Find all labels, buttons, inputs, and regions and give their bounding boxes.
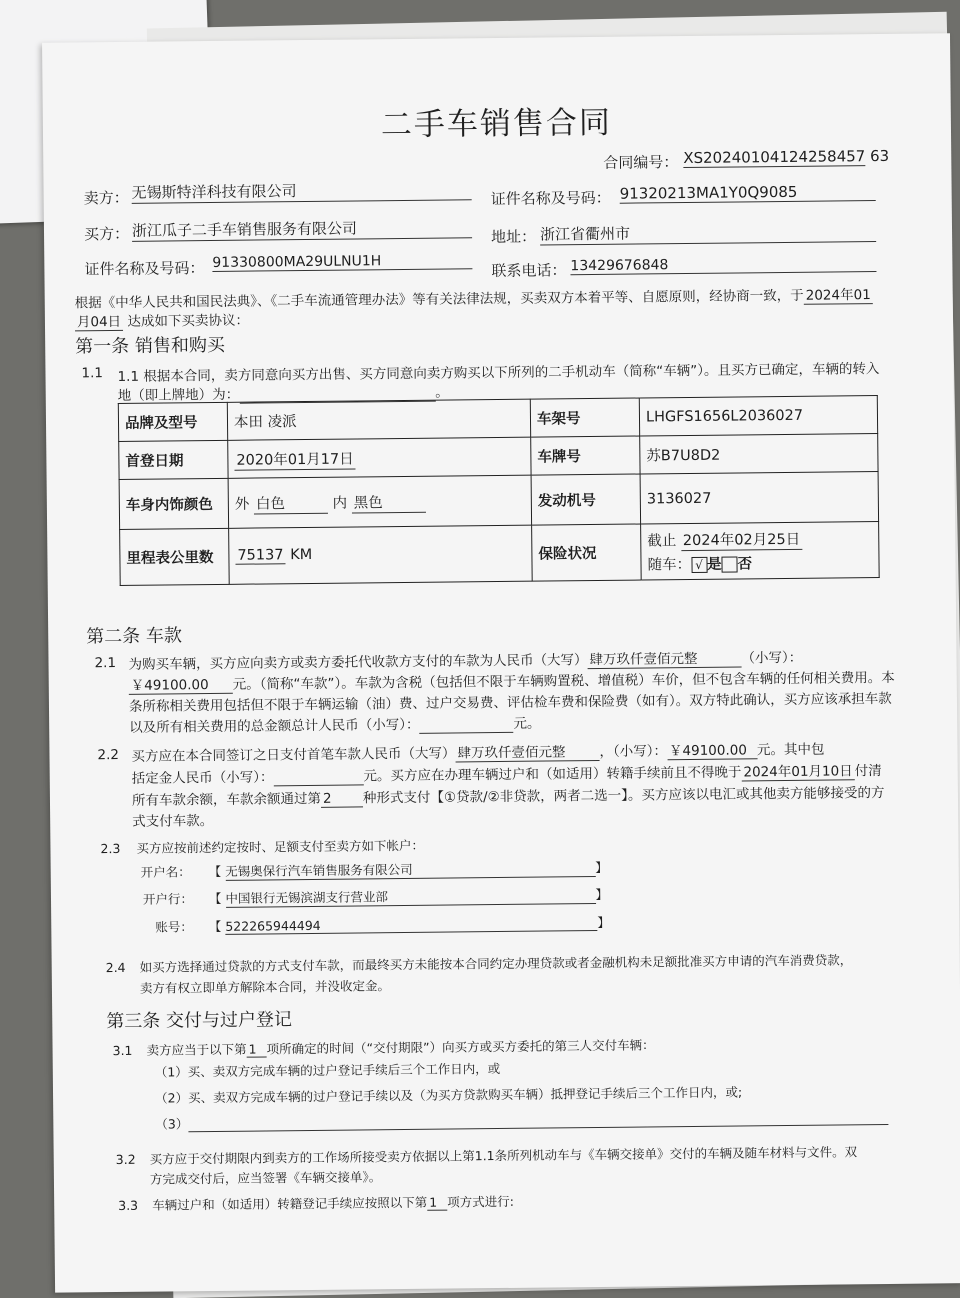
- clause-3-2-line2: 方完成交付后，应当签署《车辆交接单》。: [149, 1169, 382, 1187]
- clause-2-1-text-d: 以及所有相关费用的总金额总计人民币（小写）：: [129, 716, 420, 736]
- yes-label: 是: [706, 556, 722, 573]
- account-bank-label: 开户行：: [142, 891, 194, 907]
- clause-2-2-small-label: ，（小写）：: [599, 743, 668, 760]
- buyer-id: 91330800MA29ULNU1H: [212, 252, 472, 272]
- seller-label: 卖方：: [83, 188, 129, 208]
- seller-id: 91320213MA1Y0Q9085: [620, 182, 876, 204]
- preamble-line2: [75, 309, 249, 332]
- clause-2-1-line4: [129, 712, 540, 737]
- contract-title: 二手车销售合同: [380, 104, 613, 144]
- clause-2-2-payment-way: 2: [321, 790, 363, 807]
- clause-2-4-line1: 如买方选择通过贷款的方式支付车款，而最终买方未能按本合同约定办理贷款或者金融机构未足额批准买方申请的汽车消费贷款，: [139, 952, 853, 975]
- table-row: [119, 472, 878, 530]
- buyer-label: 买方：: [83, 224, 130, 244]
- vin-value: LHGFS1656L2036027: [639, 396, 877, 436]
- insurance-cell: [641, 522, 880, 580]
- interior-label: 内: [332, 495, 348, 512]
- clause-3-1-option-2: （2）买、卖双方完成车辆的过户登记手续以及（为买方贷款购买车辆）抵押登记手续后三个工作日内，或;: [155, 1084, 743, 1106]
- clause-2-2-deadline: 2024年01月10日: [741, 759, 854, 781]
- clause-2-1-text-e: 元。: [513, 715, 541, 732]
- brand-label: 品牌及型号: [118, 402, 227, 441]
- clause-2-1-line3: 条所称相关费用包括但不限于车辆运输（油）费、过户交易费、评估检车费和保险费（如有）。双方特此确认，买方应该承担车款: [128, 690, 892, 715]
- clause-3-1-option-1: （1）买、卖双方完成车辆的过户登记手续后三个工作日内，或: [154, 1061, 501, 1080]
- no-label: 否: [737, 556, 753, 573]
- clause-2-1-small-label: （小写）：: [741, 649, 803, 667]
- clause-3-1-line1: [146, 1035, 654, 1058]
- account-number-row: [155, 913, 610, 936]
- total-amount-blank: [419, 716, 513, 734]
- buyer-id-label: 证件名称及号码：: [84, 259, 205, 279]
- clause-2-4-number: 2.4: [105, 959, 126, 976]
- clause-2-2-text-a: 买方应在本合同签订之日支付首笔车款人民币（大写）: [131, 745, 456, 765]
- vehicle-info-table: [118, 395, 880, 586]
- vin-label: 车架号: [530, 398, 639, 437]
- registration-date-cell: [228, 437, 531, 478]
- bracket-left: 【: [208, 890, 222, 907]
- mileage-label: 里程表公里数: [120, 528, 230, 585]
- clause-3-1-option-3: [155, 1107, 888, 1133]
- clause-3-1-number: 3.1: [112, 1042, 133, 1059]
- clause-3-2-number: 3.2: [115, 1151, 136, 1168]
- option-3-blank: [188, 1109, 888, 1132]
- clause-2-3-text: 买方应按前述约定按时、足额支付至卖方如下帐户：: [136, 837, 425, 856]
- registration-date-label: 首登日期: [119, 440, 228, 479]
- address-value: 浙江省衢州市: [540, 220, 876, 246]
- bracket-left: 【: [208, 918, 222, 935]
- clause-3-2-line1: 买方应于交付期限内到卖方的工作场所接受卖方依据以上第1.1条所列机动车与《车辆交接单》交付的车辆及随车材料与文件。双: [149, 1144, 858, 1167]
- account-bank-value: 中国银行无锡滨湖支行营业部: [225, 885, 595, 908]
- insurance-until-date: 2024年02月25日: [681, 528, 803, 551]
- account-number-label: 账号：: [155, 919, 193, 935]
- seller-name: 无锡斯特洋科技有限公司: [131, 178, 471, 204]
- insurance-until-label: 截止: [647, 533, 677, 550]
- preamble-date-b: 月04日: [75, 310, 123, 332]
- account-bank-row: [143, 885, 608, 909]
- with-car-label: 随车：: [647, 556, 692, 574]
- clause-1-1-end: 。: [435, 384, 449, 401]
- engine-label: 发动机号: [531, 474, 641, 525]
- clause-2-3-number: 2.3: [100, 840, 121, 857]
- clause-3-3-text-a: 车辆过户和（如适用）转籍登记手续应按照以下第: [152, 1194, 428, 1213]
- bracket-right: 】: [595, 886, 609, 903]
- phone-label: 联系电话：: [491, 261, 567, 281]
- clause-2-1-amount-small: ￥49100.00: [129, 673, 233, 695]
- plate-value: 苏B7U8D2: [640, 434, 878, 474]
- clause-2-1-amount-upper: 肆万玖仟壹佰元整: [587, 646, 741, 669]
- contract-no-label: 合同编号：: [603, 153, 679, 172]
- clause-3-1-option-3-label: （3）: [155, 1116, 189, 1132]
- clause-2-2-text-d: 元。买方应在办理车辆过户和（如适用）转籍手续前且不得晚于: [363, 764, 742, 785]
- bracket-right: 】: [595, 859, 608, 876]
- clause-1-1-destination-label: 地（即上牌地）为：: [117, 386, 240, 404]
- color-cell: [228, 475, 532, 528]
- clause-2-1-text-a: 为购买车辆，买方应向卖方或卖方委托代收款方支付的车款为人民币（大写）: [128, 652, 588, 673]
- engine-value: 3136027: [640, 472, 879, 524]
- account-name-value: 无锡奥保行汽车销售服务有限公司: [225, 858, 595, 881]
- clause-2-2-text-f: 所有车款余额，车款余额通过第: [131, 790, 322, 809]
- contract-no: XS20240104124258457 63: [683, 146, 890, 168]
- mileage-cell: [229, 525, 533, 584]
- clause-3-1-text-b: 项所确定的时间（“交付期限”）向买方或买方委托的第三人交付车辆：: [266, 1037, 655, 1057]
- clause-3-3-line1: [152, 1192, 514, 1214]
- clause-2-2-text-g: 种形式支付【①贷款/②非贷款，两者二选一】。买方应该以电汇或其他卖方能够接受的方: [362, 784, 885, 807]
- exterior-color: 白色: [254, 491, 328, 514]
- clause-2-2-amount-upper: 肆万玖仟壹佰元整: [455, 740, 599, 763]
- buyer-name: 浙江瓜子二手车销售服务有限公司: [132, 216, 472, 242]
- clause-2-1-text-b: 元。（简称“车款”）。车款为含税（包括但不限于车辆购置税、增值税）车价，但不包含车辆的任何相关费用。本: [232, 669, 895, 693]
- clause-2-2-text-e: 付清: [854, 763, 882, 780]
- address-label: 地址：: [490, 227, 537, 247]
- registration-date-value: 2020年01月17日: [234, 447, 356, 470]
- article-1-title: 第一条 销售和购买: [75, 334, 226, 358]
- clause-2-4-line2: 卖方有权立即单方解除本合同，并没收定金。: [139, 978, 391, 996]
- contract-page: [42, 33, 960, 1292]
- clause-3-1-text-a: 卖方应当于以下第: [146, 1041, 247, 1058]
- mileage-unit: KM: [290, 546, 313, 564]
- clause-2-1-number: 2.1: [94, 655, 117, 672]
- clause-1-1-number: 1.1: [81, 365, 104, 382]
- account-name-label: 开户名：: [140, 864, 191, 880]
- exterior-label: 外: [234, 496, 250, 513]
- clause-2-2-number: 2.2: [97, 746, 120, 764]
- bracket-left: 【: [208, 863, 222, 880]
- clause-2-2-text-c: 括定金人民币（小写）：: [131, 769, 274, 787]
- brand-value: 本田 凌派: [227, 399, 530, 440]
- checkbox-empty-icon: [721, 557, 737, 573]
- clause-2-2-amount-small: ￥49100.00: [667, 738, 757, 760]
- deposit-blank: [273, 768, 363, 786]
- phone-value: 13429676848: [570, 255, 876, 275]
- account-name-row: [141, 858, 608, 882]
- preamble-text-b: 达成如下买卖协议：: [127, 312, 250, 330]
- insurance-label: 保险状况: [532, 524, 642, 581]
- clause-3-1-item: 1: [247, 1041, 267, 1057]
- clause-3-3-text-b: 项方式进行:: [447, 1193, 514, 1210]
- clause-1-1-text-a: 1.1 根据本合同，卖方同意向买方出售、买方同意向卖方购买以下所列的二手机动车（简称“车辆”）。且买方已确定，车辆的转入: [117, 361, 880, 385]
- clause-2-2-line4: 式支付车款。: [132, 813, 214, 830]
- preamble-text-a: 根据《中华人民共和国民法典》、《二手车流通管理办法》等有关法律法规，买卖双方本着平等、自愿原则，经协商一致，于: [74, 287, 804, 312]
- interior-color: 黑色: [352, 490, 426, 513]
- article-2-title: 第二条 车款: [86, 625, 183, 648]
- mileage-value: 75137: [235, 547, 285, 565]
- color-label: 车身内饰颜色: [119, 478, 229, 529]
- table-row: [120, 522, 880, 586]
- preamble-line1: [75, 283, 873, 312]
- checkbox-checked-icon: √: [691, 557, 707, 573]
- seller-id-label: 证件名称及号码：: [490, 188, 611, 209]
- account-number-value: 522265944494: [225, 915, 597, 935]
- plate-label: 车牌号: [531, 436, 640, 475]
- article-3-title: 第三条 交付与过户登记: [106, 1009, 293, 1033]
- bracket-right: 】: [597, 914, 610, 930]
- clause-2-2-text-b: 元。其中包: [756, 741, 825, 759]
- clause-3-3-number: 3.3: [118, 1197, 139, 1214]
- preamble-date-a: 2024年01: [804, 283, 873, 305]
- clause-3-3-item: 1: [427, 1195, 447, 1211]
